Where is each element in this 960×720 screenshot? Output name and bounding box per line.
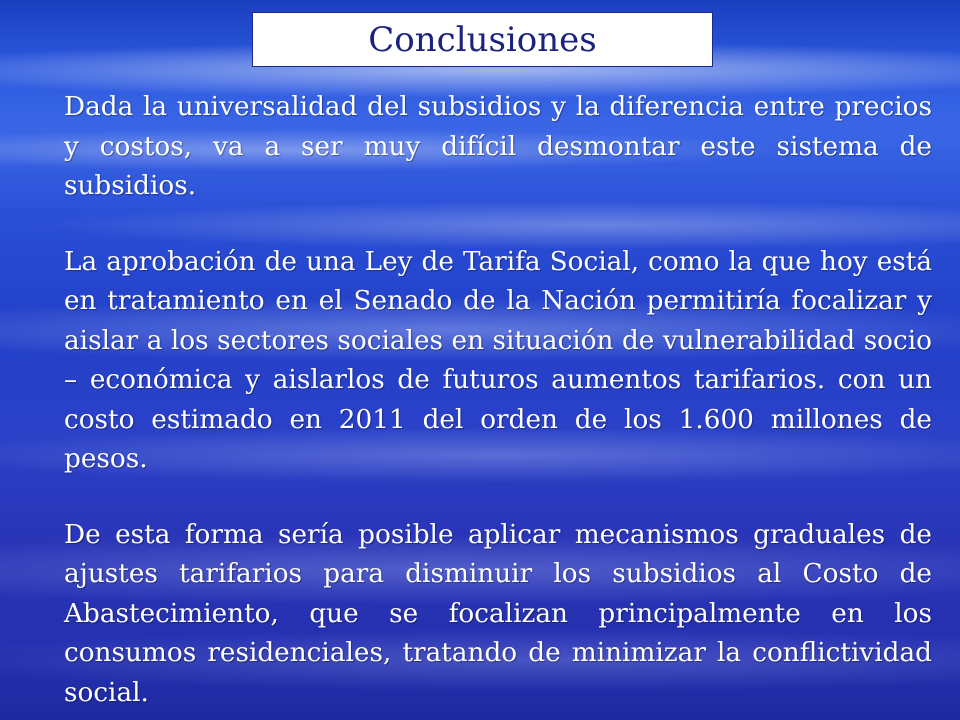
paragraph-social-tariff-law: La aprobación de una Ley de Tarifa Social, como la que hoy está en tratamiento en el Senado de la Nación permitiría focalizar y aislar a los sectores sociales en situación de vulnerabilidad socio – económica y aislarlos de futuros aumentos tarifarios. con un costo estimado en 2011 del orden de los 1.600 millones de pesos. bbox=[64, 246, 932, 474]
slide-body bbox=[64, 88, 932, 713]
slide-title-box bbox=[252, 12, 713, 67]
paragraph-gradual-adjustments: De esta forma sería posible aplicar mecanismos graduales de ajustes tarifarios para disminuir los subsidios al Costo de Abastecimiento, que se focalizan principalmente en los consumos residenciales, tratando de minimizar la conflictividad social. bbox=[64, 519, 932, 708]
slide-title: Conclusiones bbox=[368, 19, 597, 60]
paragraph-subsidies: Dada la universalidad del subsidios y la diferencia entre precios y costos, va a ser muy difícil desmontar este sistema de subsidios. bbox=[64, 92, 932, 201]
